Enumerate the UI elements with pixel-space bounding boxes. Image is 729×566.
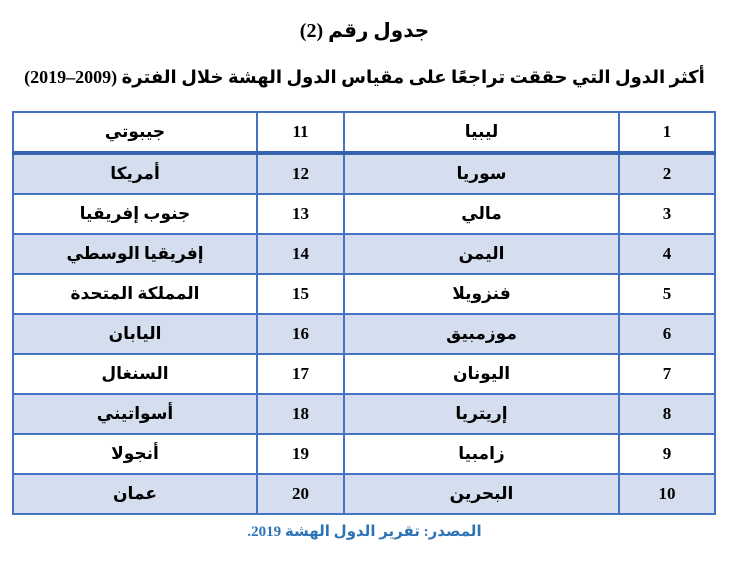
country-cell-11-20: جنوب إفريقيا bbox=[13, 194, 257, 234]
country-cell-1-10: سوريا bbox=[344, 153, 619, 194]
rank-cell-11-20: 20 bbox=[257, 474, 344, 514]
rank-cell-1-10: 6 bbox=[619, 314, 715, 354]
country-cell-11-20: المملكة المتحدة bbox=[13, 274, 257, 314]
country-cell-11-20: اليابان bbox=[13, 314, 257, 354]
table-row bbox=[13, 234, 715, 274]
table-row bbox=[13, 394, 715, 434]
page-title: جدول رقم (2) bbox=[299, 20, 430, 42]
rank-cell-11-20: 14 bbox=[257, 234, 344, 274]
table-row bbox=[13, 474, 715, 514]
table-row bbox=[13, 194, 715, 234]
rank-cell-11-20: 16 bbox=[257, 314, 344, 354]
table-row bbox=[13, 314, 715, 354]
country-cell-1-10: اليونان bbox=[344, 354, 619, 394]
country-cell-11-20: أنجولا bbox=[13, 434, 257, 474]
source-note: المصدر: تقرير الدول الهشة 2019. bbox=[247, 523, 482, 540]
page-subtitle: أكثر الدول التي حققت تراجعًا على مقياس الدول الهشة خلال الفترة (2009–2019) bbox=[24, 67, 705, 87]
table-row bbox=[13, 354, 715, 394]
rank-cell-11-20: 18 bbox=[257, 394, 344, 434]
table-row bbox=[13, 112, 715, 153]
rank-cell-1-10: 5 bbox=[619, 274, 715, 314]
rank-cell-11-20: 11 bbox=[257, 112, 344, 153]
rank-cell-1-10: 2 bbox=[619, 153, 715, 194]
rank-cell-1-10: 9 bbox=[619, 434, 715, 474]
country-cell-11-20: أمريكا bbox=[13, 153, 257, 194]
country-cell-11-20: أسواتيني bbox=[13, 394, 257, 434]
rank-cell-11-20: 17 bbox=[257, 354, 344, 394]
country-cell-1-10: موزمبيق bbox=[344, 314, 619, 354]
table-row bbox=[13, 434, 715, 474]
country-cell-11-20: جيبوتي bbox=[13, 112, 257, 153]
country-cell-1-10: إريتريا bbox=[344, 394, 619, 434]
country-cell-1-10: فنزويلا bbox=[344, 274, 619, 314]
country-cell-11-20: السنغال bbox=[13, 354, 257, 394]
table-row bbox=[13, 153, 715, 194]
country-cell-1-10: ليبيا bbox=[344, 112, 619, 153]
rank-cell-11-20: 13 bbox=[257, 194, 344, 234]
rank-cell-11-20: 19 bbox=[257, 434, 344, 474]
rank-cell-1-10: 8 bbox=[619, 394, 715, 434]
table-row bbox=[13, 274, 715, 314]
rank-cell-1-10: 4 bbox=[619, 234, 715, 274]
rank-cell-1-10: 10 bbox=[619, 474, 715, 514]
rankings-table-body bbox=[13, 112, 715, 514]
country-cell-1-10: اليمن bbox=[344, 234, 619, 274]
country-cell-1-10: البحرين bbox=[344, 474, 619, 514]
country-cell-11-20: إفريقيا الوسطي bbox=[13, 234, 257, 274]
country-cell-1-10: مالي bbox=[344, 194, 619, 234]
rank-cell-11-20: 15 bbox=[257, 274, 344, 314]
country-cell-11-20: عمان bbox=[13, 474, 257, 514]
rankings-table bbox=[12, 111, 716, 515]
rank-cell-11-20: 12 bbox=[257, 153, 344, 194]
rank-cell-1-10: 7 bbox=[619, 354, 715, 394]
country-cell-1-10: زامبيا bbox=[344, 434, 619, 474]
rank-cell-1-10: 3 bbox=[619, 194, 715, 234]
rank-cell-1-10: 1 bbox=[619, 112, 715, 153]
